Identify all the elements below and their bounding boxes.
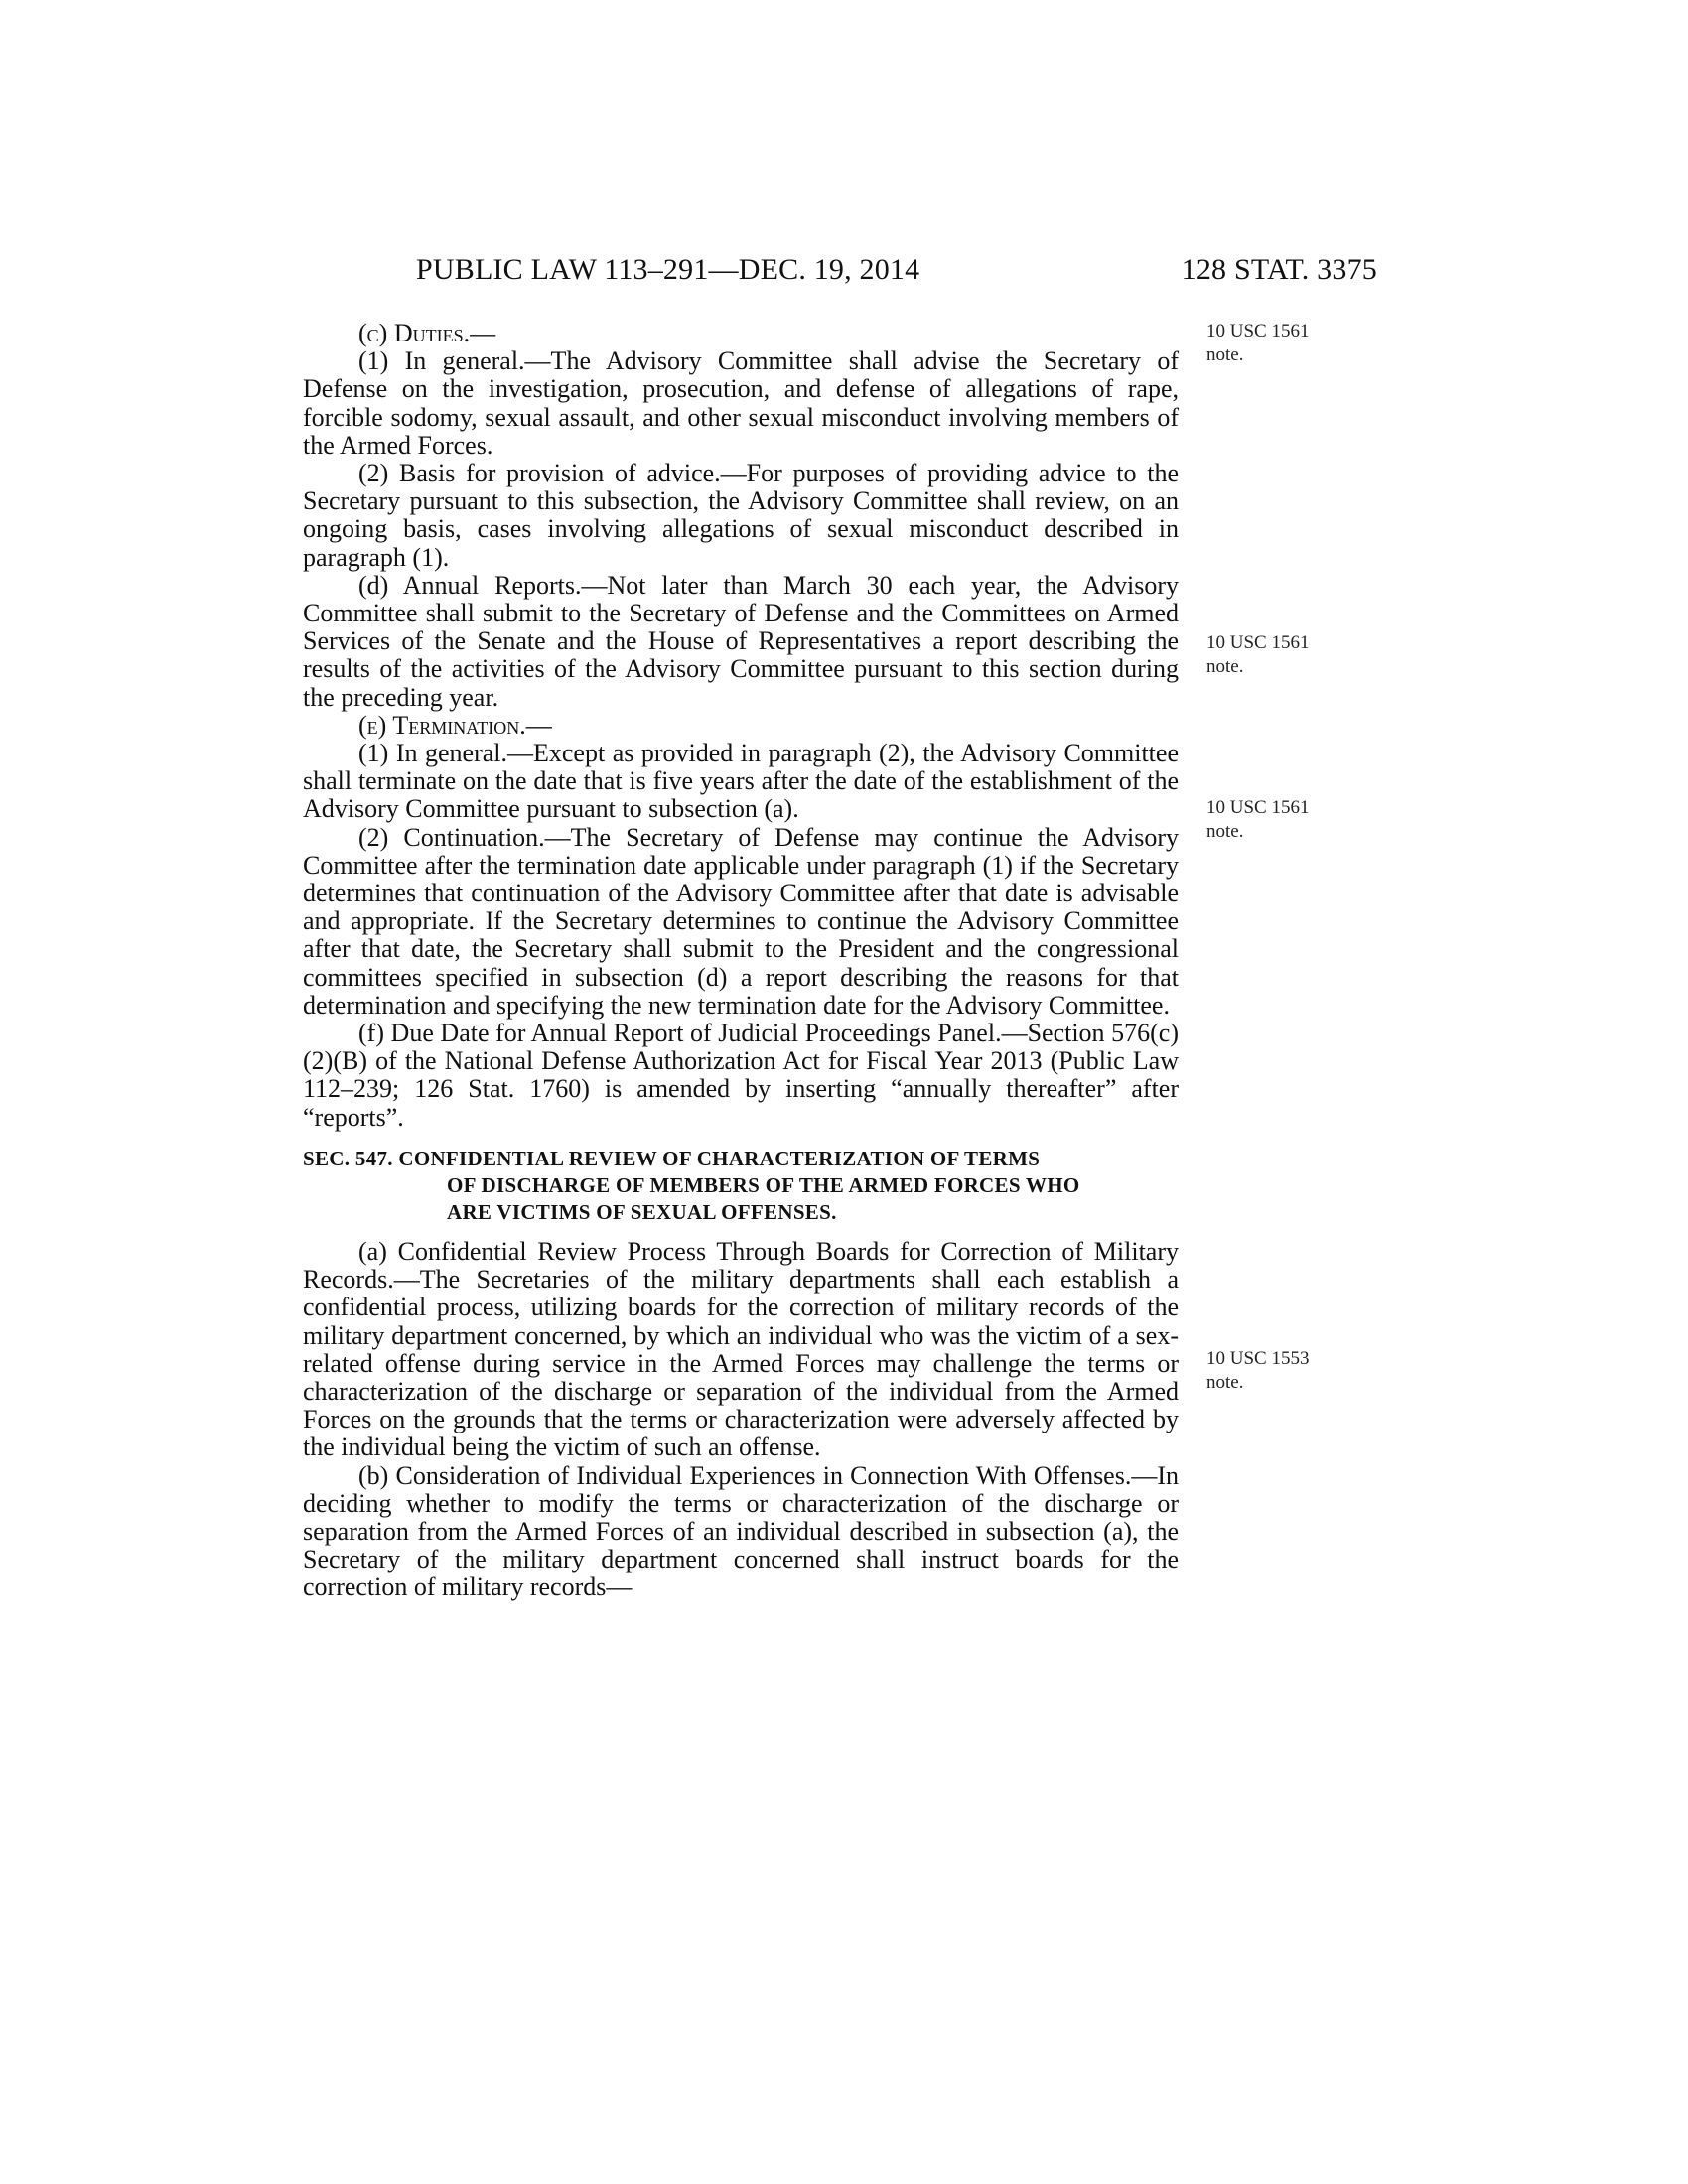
subsection-f: (f) Due Date for Annual Report of Judicial Proceedings Panel.—Section 576(c)(2)(B) of the National Defense Authorization Act for Fiscal Year 2013 (Public Law 112–239; 126 Stat. 1760) is amended by inserting “annually thereafter” after “reports”. [303, 1019, 1179, 1132]
section-547-heading-line3: ARE VICTIMS OF SEXUAL OFFENSES. [447, 1199, 837, 1224]
public-law-citation: PUBLIC LAW 113–291—DEC. 19, 2014 [416, 253, 920, 286]
section-547-heading-line2: OF DISCHARGE OF MEMBERS OF THE ARMED FORCES WHO [447, 1172, 1080, 1197]
paragraph-e1: (1) In general.—Except as provided in paragraph (2), the Advisory Committee shall terminate on the date that is five years after the date of the establishment of the Advisory Committee pursuant to subsection (a). [303, 739, 1179, 824]
margin-note-3: 10 USC 1561 note. [1206, 797, 1310, 842]
section-547-subsection-b: (b) Consideration of Individual Experiences in Connection With Offenses.—In deciding whether to modify the terms or characterization of the discharge or separation from the Armed Forces of an individual described in subsection (a), the Secretary of the military department concerned shall instruct boards for the correction of military records— [303, 1460, 1179, 1602]
subsection-d: (d) Annual Reports.—Not later than March 30 each year, the Advisory Committee shall submit to the Secretary of Defense and the Committees on Armed Services of the Senate and the House of Representatives a report describing the results of the activities of the Advisory Committee pursuant to this section during the preceding year. [303, 570, 1179, 712]
paragraph-c1: (1) In general.—The Advisory Committee shall advise the Secretary of Defense on the investigation, prosecution, and defense of allegations of rape, forcible sodomy, sexual assault, and other sexual misconduct involving members of the Armed Forces. [303, 346, 1179, 460]
margin-note-4: 10 USC 1553 note. [1206, 1348, 1310, 1393]
paragraph-c2: (2) Basis for provision of advice.—For purposes of providing advice to the Secretary pursuant to this subsection, the Advisory Committee shall review, on an ongoing basis, cases involving allegations of sexual misconduct described in paragraph (1). [303, 459, 1179, 572]
subsection-c-heading: (c) Duties.— [358, 319, 496, 347]
margin-note-2: 10 USC 1561 note. [1206, 632, 1310, 677]
section-547-heading [303, 1146, 1179, 1226]
subsection-e-heading: (e) Termination.— [358, 710, 552, 740]
running-head [416, 250, 1377, 290]
margin-note-1: 10 USC 1561 note. [1206, 321, 1310, 365]
statute-page-number: 128 STAT. 3375 [1181, 253, 1377, 286]
paragraph-e2: (2) Continuation.—The Secretary of Defense may continue the Advisory Committee after the termination date applicable under paragraph (1) if the Secretary determines that continuation of the Advisory Committee after that date is advisable and appropriate. If the Secretary determines to continue the Advisory Committee after that date, the Secretary shall submit to the President and the congressional committees specified in subsection (d) a report describing the reasons for that determination and specifying the new termination date for the Advisory Committee. [303, 822, 1179, 1020]
section-547-heading-line1: SEC. 547. CONFIDENTIAL REVIEW OF CHARACTERIZATION OF TERMS [303, 1146, 1041, 1170]
document-body [303, 320, 1179, 1602]
section-547-subsection-a: (a) Confidential Review Process Through Boards for Correction of Military Records.—The Secretaries of the military departments shall each establish a confidential process, utilizing boards for the correction of military records of the military department concerned, by which an individual who was the victim of a sex-related offense during service in the Armed Forces may challenge the terms or characterization of the discharge or separation of the individual from the Armed Forces on the grounds that the terms or characterization were adversely affected by the individual being the victim of such an offense. [303, 1236, 1179, 1462]
